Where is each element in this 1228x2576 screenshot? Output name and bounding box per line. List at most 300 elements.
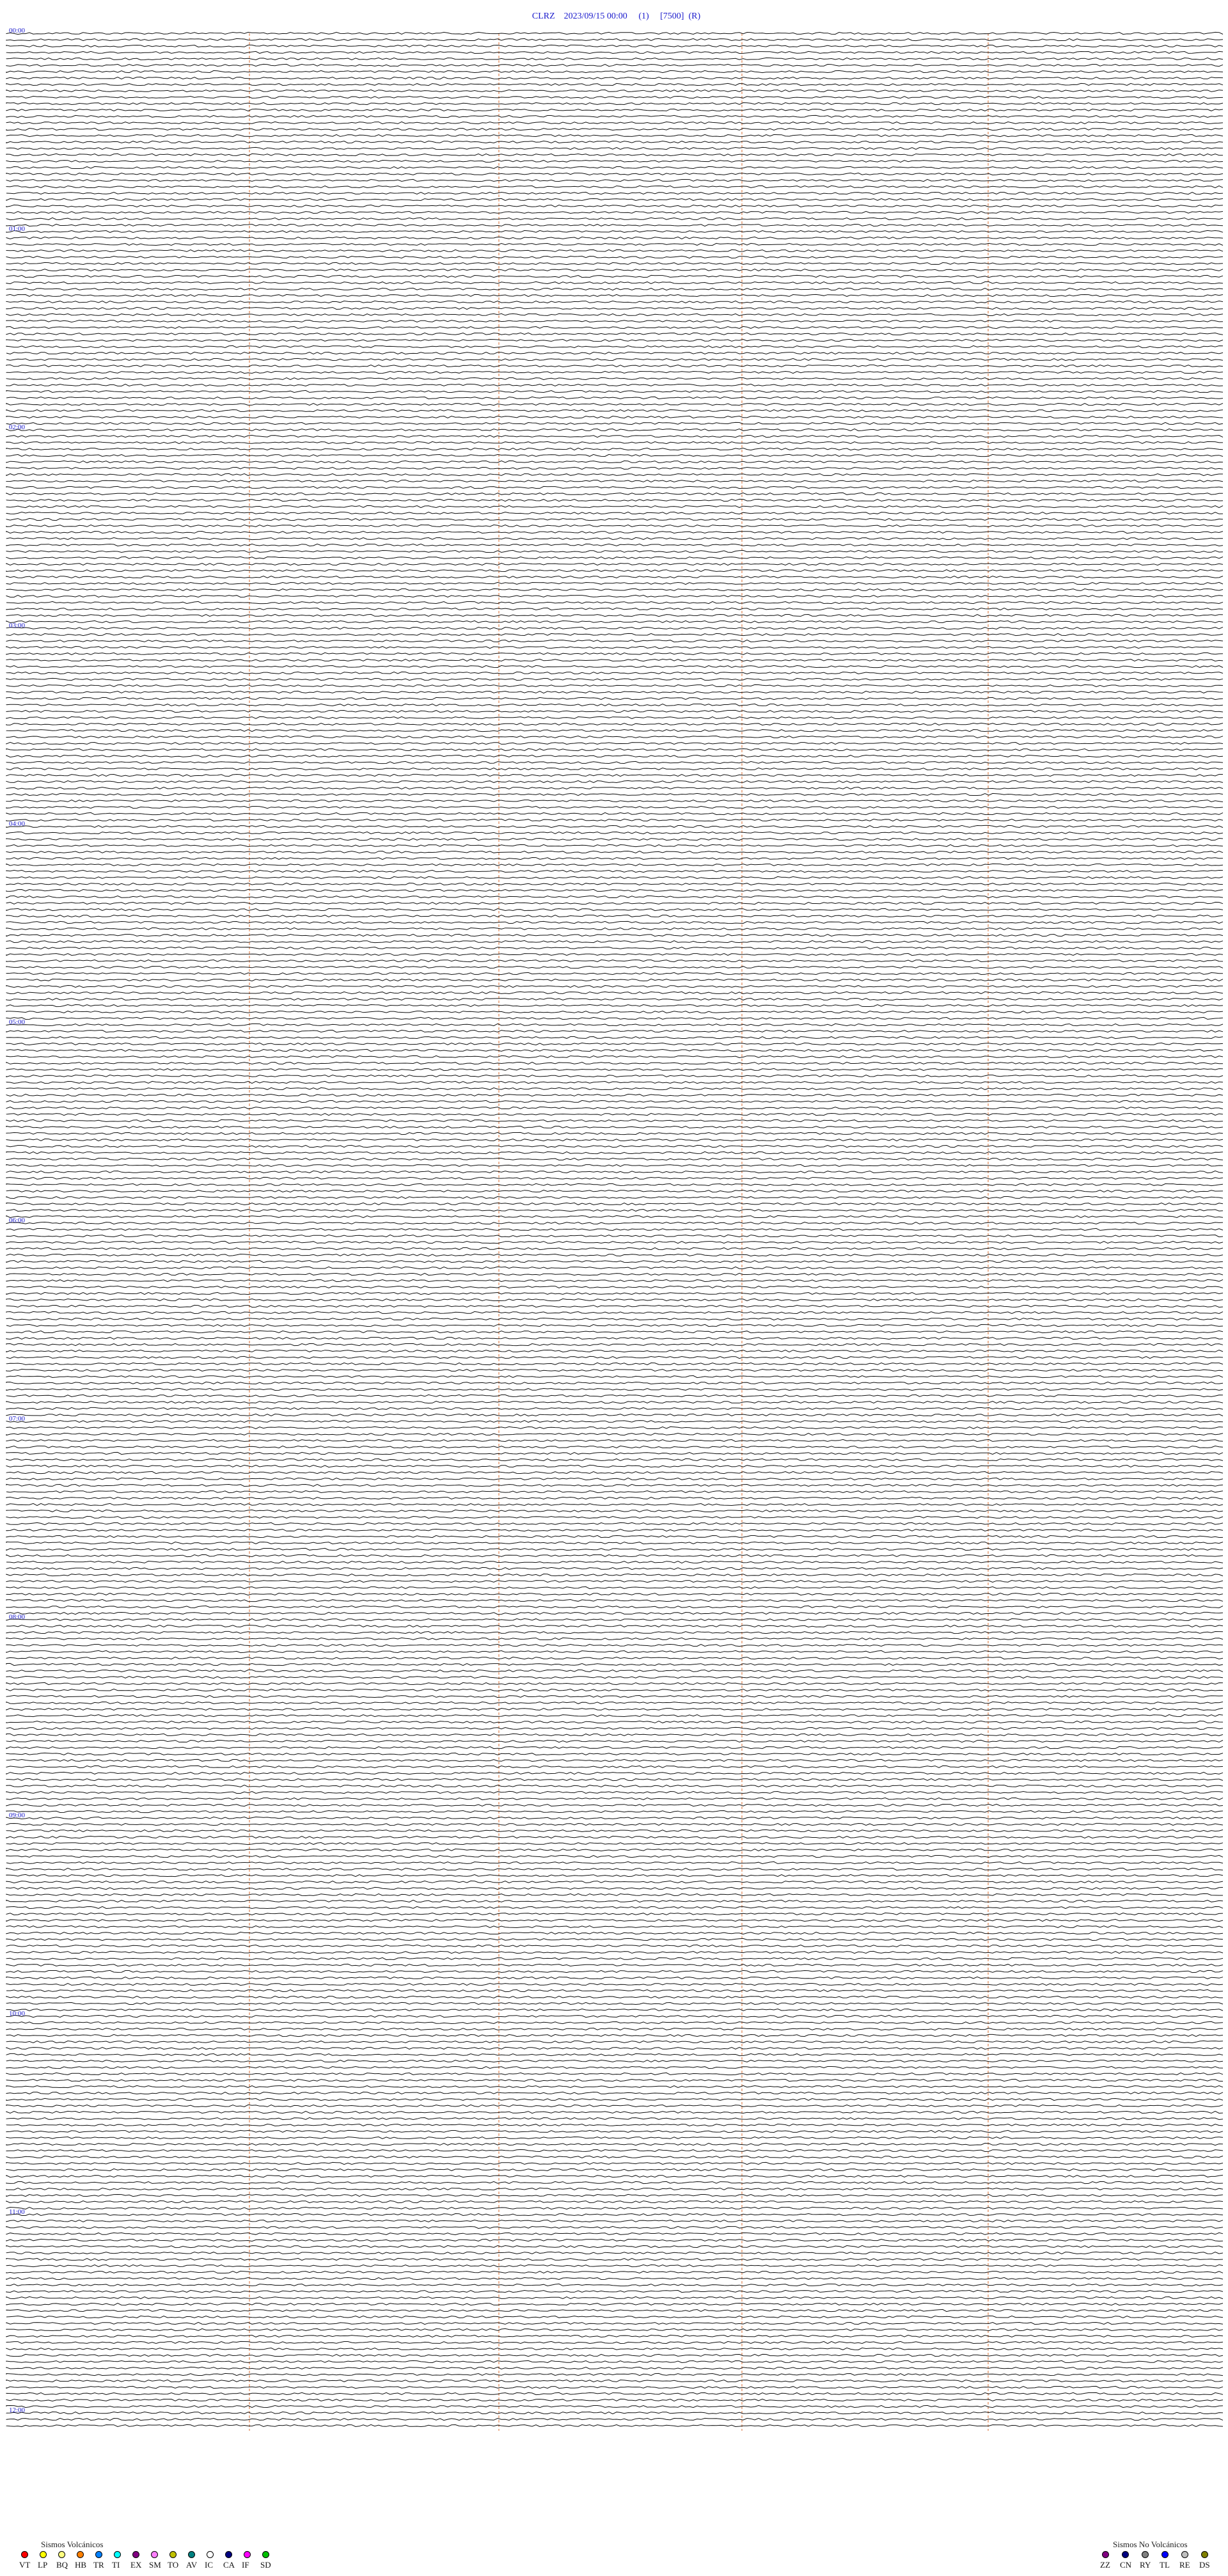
legend-symbol-hb [77, 2551, 84, 2558]
seismic-trace [6, 1471, 1223, 1473]
seismic-trace [6, 1158, 1223, 1160]
seismic-trace [6, 1561, 1223, 1563]
seismic-trace [6, 230, 1223, 232]
seismic-trace [6, 525, 1223, 526]
seismic-trace [6, 435, 1223, 437]
seismic-trace [6, 1829, 1223, 1831]
seismic-trace [6, 2296, 1223, 2298]
seismic-trace [6, 211, 1223, 213]
seismic-trace [6, 186, 1223, 187]
seismic-trace [6, 2098, 1223, 2100]
seismic-trace [6, 1759, 1223, 1761]
seismic-trace [6, 1938, 1223, 1940]
seismic-trace [6, 1785, 1223, 1787]
seismic-trace [6, 1395, 1223, 1396]
legend-symbol-tl [1161, 2551, 1169, 2558]
seismic-trace [6, 595, 1223, 597]
legend-label-tl: TL [1160, 2560, 1170, 2570]
seismic-trace [6, 742, 1223, 744]
seismic-trace [6, 1433, 1223, 1435]
seismic-trace [6, 1331, 1223, 1332]
seismic-trace [6, 1989, 1223, 1991]
seismic-trace [6, 1734, 1223, 1735]
seismic-trace [6, 2130, 1223, 2132]
legend-label-tr: TR [93, 2560, 104, 2570]
legend-symbol-ca [225, 2551, 232, 2558]
hour-label: 04:00 [9, 820, 26, 828]
legend-label-ex: EX [130, 2560, 142, 2570]
seismic-trace [6, 2348, 1223, 2350]
datetime-label: 2023/09/15 00:00 [563, 12, 627, 21]
seismic-trace [6, 1925, 1223, 1927]
seismic-trace [6, 1350, 1223, 1352]
seismic-trace [6, 128, 1223, 130]
seismic-trace [6, 870, 1223, 872]
seismic-trace [6, 1548, 1223, 1550]
seismic-trace [6, 109, 1223, 111]
seismic-trace [6, 921, 1223, 923]
seismic-trace [6, 1420, 1223, 1422]
legend-nonvolcanic-caption: Sismos No Volcánicos [1113, 2540, 1188, 2549]
seismic-trace [6, 1855, 1223, 1857]
legend-label-lp: LP [38, 2560, 48, 2570]
seismic-trace [6, 102, 1223, 104]
seismic-trace [6, 1554, 1223, 1556]
seismic-trace [6, 2392, 1223, 2394]
hour-label: 09:00 [9, 1812, 26, 1819]
seismic-trace [6, 249, 1223, 251]
legend-symbol-to [169, 2551, 177, 2558]
seismic-trace [6, 768, 1223, 770]
legend-symbol-ic [207, 2551, 214, 2558]
seismic-trace [6, 902, 1223, 904]
seismic-trace [6, 992, 1223, 993]
seismic-trace [6, 499, 1223, 501]
seismic-trace [6, 1107, 1223, 1109]
seismic-trace [6, 793, 1223, 795]
seismic-trace [6, 915, 1223, 917]
seismic-trace [6, 2335, 1223, 2337]
seismic-trace [6, 2124, 1223, 2126]
seismic-trace [6, 2060, 1223, 2062]
seismic-trace [6, 2303, 1223, 2305]
seismic-trace [6, 1023, 1223, 1025]
seismic-trace [6, 1951, 1223, 1953]
seismic-trace [6, 678, 1223, 680]
seismic-trace [6, 160, 1223, 162]
seismic-trace [6, 1113, 1223, 1115]
seismic-trace [6, 1171, 1223, 1173]
seismic-trace [6, 1055, 1223, 1057]
seismic-trace [6, 2380, 1223, 2382]
seismic-trace [6, 1612, 1223, 1614]
seismic-trace [6, 339, 1223, 341]
seismic-trace [6, 1139, 1223, 1141]
seismic-trace [6, 2181, 1223, 2183]
seismic-trace [6, 954, 1223, 956]
seismic-trace [6, 38, 1223, 40]
seismic-trace [6, 806, 1223, 808]
seismic-trace [6, 1881, 1223, 1883]
seismic-trace [6, 1766, 1223, 1767]
seismic-trace [6, 371, 1223, 373]
seismic-trace [6, 1081, 1223, 1083]
seismic-trace [6, 2309, 1223, 2311]
seismic-trace [6, 377, 1223, 379]
seismic-trace [6, 601, 1223, 603]
legend-label-re: RE [1179, 2560, 1190, 2570]
legend-symbol-ds [1201, 2551, 1208, 2558]
seismic-trace [6, 1702, 1223, 1703]
seismic-trace [6, 1695, 1223, 1697]
seismic-trace [6, 1861, 1223, 1863]
seismic-trace [6, 1318, 1223, 1320]
seismic-trace [6, 2405, 1223, 2407]
seismic-trace [6, 58, 1223, 59]
seismic-trace [6, 825, 1223, 827]
seismic-trace [6, 1753, 1223, 1755]
seismic-trace [6, 275, 1223, 277]
seismic-trace [6, 1529, 1223, 1531]
seismic-trace [6, 307, 1223, 309]
seismic-trace [6, 908, 1223, 910]
seismic-trace [6, 2207, 1223, 2209]
seismic-trace [6, 940, 1223, 942]
seismic-trace [6, 192, 1223, 194]
seismic-trace [6, 1964, 1223, 1966]
seismic-trace [6, 122, 1223, 123]
seismic-trace [6, 256, 1223, 258]
seismic-trace [6, 1798, 1223, 1799]
seismic-trace [6, 2092, 1223, 2094]
seismic-trace [6, 1183, 1223, 1185]
seismic-trace [6, 1235, 1223, 1237]
seismic-trace [6, 2009, 1223, 2011]
seismic-trace [6, 70, 1223, 72]
seismic-trace [6, 320, 1223, 322]
seismic-trace [6, 467, 1223, 469]
seismic-trace [6, 1874, 1223, 1876]
seismic-trace [6, 544, 1223, 546]
seismic-trace [6, 96, 1223, 98]
seismic-trace [6, 1893, 1223, 1895]
seismic-trace [6, 589, 1223, 590]
seismic-trace [6, 620, 1223, 622]
seismic-trace [6, 1247, 1223, 1249]
seismic-trace [6, 2328, 1223, 2330]
seismic-trace [6, 851, 1223, 853]
seismic-trace [6, 537, 1223, 539]
legend-volcanic [19, 2540, 313, 2572]
legend-symbol-bq [58, 2551, 65, 2558]
seismic-trace [6, 697, 1223, 699]
seismic-trace [6, 608, 1223, 610]
seismic-trace [6, 531, 1223, 533]
seismic-trace [6, 1369, 1223, 1371]
seismic-trace [6, 2258, 1223, 2260]
hour-label: 00:00 [9, 27, 26, 35]
seismic-trace [6, 32, 1223, 34]
seismic-trace [6, 1356, 1223, 1358]
seismic-trace [6, 2117, 1223, 2119]
seismic-trace [6, 448, 1223, 450]
seismic-trace [6, 1996, 1223, 1998]
seismic-trace [6, 1279, 1223, 1281]
seismic-trace [6, 1343, 1223, 1345]
seismic-trace [6, 1222, 1223, 1224]
seismic-trace [6, 684, 1223, 686]
seismic-trace [6, 1292, 1223, 1294]
seismic-trace [6, 429, 1223, 431]
seismic-trace [6, 1587, 1223, 1589]
seismic-trace [6, 64, 1223, 66]
legend-symbol-sm [151, 2551, 158, 2558]
hour-label: 01:00 [9, 225, 26, 233]
seismic-trace [6, 224, 1223, 226]
seismic-trace [6, 493, 1223, 494]
hour-label: 08:00 [9, 1613, 26, 1621]
hour-label: 03:00 [9, 622, 26, 629]
seismic-trace [6, 2169, 1223, 2170]
seismic-trace [6, 1126, 1223, 1128]
seismic-trace [6, 1215, 1223, 1217]
seismic-trace [6, 1970, 1223, 1972]
hour-label: 11:00 [9, 2208, 25, 2216]
seismic-trace [6, 1305, 1223, 1307]
seismic-trace [6, 205, 1223, 207]
seismic-trace [6, 2418, 1223, 2420]
seismic-trace [6, 1414, 1223, 1416]
seismic-trace [6, 1606, 1223, 1608]
seismic-trace [6, 1190, 1223, 1192]
legend-label-cn: CN [1120, 2560, 1132, 2570]
seismic-trace [6, 2220, 1223, 2222]
legend-symbol-sd [262, 2551, 269, 2558]
seismic-trace [6, 397, 1223, 399]
seismic-trace [6, 1746, 1223, 1748]
seismic-trace [6, 1388, 1223, 1390]
seismic-trace [6, 2002, 1223, 2004]
seismic-trace [6, 985, 1223, 987]
legend-symbol-tr [95, 2551, 102, 2558]
seismic-trace [6, 1062, 1223, 1064]
seismic-trace [6, 1574, 1223, 1576]
seismic-trace [6, 352, 1223, 354]
seismic-trace [6, 1618, 1223, 1620]
legend-label-ds: DS [1199, 2560, 1210, 2570]
seismic-trace [6, 576, 1223, 578]
seismic-trace [6, 473, 1223, 475]
seismic-trace [6, 787, 1223, 789]
seismic-trace [6, 716, 1223, 718]
seismic-trace [6, 1446, 1223, 1448]
seismic-trace [6, 627, 1223, 629]
seismic-trace [6, 704, 1223, 706]
seismic-trace [6, 723, 1223, 725]
seismic-trace [6, 1977, 1223, 1979]
seismic-trace [6, 1657, 1223, 1659]
seismic-trace [6, 1036, 1223, 1038]
seismic-trace [6, 1638, 1223, 1640]
seismic-trace [6, 1043, 1223, 1045]
seismic-trace [6, 1689, 1223, 1691]
seismic-trace [6, 1363, 1223, 1364]
seismic-trace [6, 90, 1223, 91]
seismic-trace [6, 1228, 1223, 1230]
seismic-trace [6, 1542, 1223, 1544]
seismic-trace [6, 800, 1223, 802]
seismic-trace [6, 141, 1223, 143]
seismic-trace [6, 2367, 1223, 2369]
legend-label-sd: SD [260, 2560, 271, 2570]
seismic-trace [6, 1286, 1223, 1288]
seismic-trace [6, 1119, 1223, 1121]
seismic-trace [6, 832, 1223, 834]
legend-symbol-if [244, 2551, 251, 2558]
seismic-trace [6, 1030, 1223, 1032]
seismic-trace [6, 876, 1223, 878]
seismic-trace [6, 1804, 1223, 1806]
seismic-trace [6, 390, 1223, 392]
seismic-trace [6, 1100, 1223, 1102]
seismic-trace [6, 2162, 1223, 2164]
seismic-trace [6, 147, 1223, 149]
seismic-trace [6, 269, 1223, 271]
seismic-trace [6, 1580, 1223, 1582]
seismic-trace [6, 2201, 1223, 2202]
legend-label-ca: CA [223, 2560, 235, 2570]
seismic-trace [6, 1516, 1223, 1518]
seismic-trace [6, 1740, 1223, 1742]
seismic-trace [6, 1490, 1223, 1492]
seismic-trace [6, 947, 1223, 949]
seismic-trace [6, 243, 1223, 245]
seismic-trace [6, 2271, 1223, 2273]
seismic-trace [6, 326, 1223, 328]
seismic-trace [6, 780, 1223, 782]
seismic-trace [6, 480, 1223, 482]
seismic-trace [6, 2316, 1223, 2318]
seismic-trace [6, 2284, 1223, 2286]
seismic-trace [6, 2322, 1223, 2324]
seismic-trace [6, 2399, 1223, 2401]
seismic-trace [6, 857, 1223, 859]
seismic-trace [6, 166, 1223, 168]
seismic-trace [6, 1522, 1223, 1524]
seismic-trace [6, 1465, 1223, 1467]
legend-volcanic-caption: Sismos Volcánicos [41, 2540, 104, 2549]
seismic-trace [6, 1196, 1223, 1198]
seismic-trace [6, 2079, 1223, 2081]
seismic-trace [6, 2226, 1223, 2228]
seismic-trace [6, 262, 1223, 264]
seismic-trace [6, 173, 1223, 175]
seismic-trace [6, 1772, 1223, 1774]
seismic-trace [6, 1817, 1223, 1819]
hour-label: 02:00 [9, 423, 26, 431]
seismic-trace [6, 1011, 1223, 1013]
seismic-trace [6, 1887, 1223, 1889]
seismic-trace [6, 972, 1223, 974]
seismic-trace [6, 1273, 1223, 1275]
seismic-trace [6, 2194, 1223, 2196]
seismic-trace [6, 154, 1223, 155]
legend-label-hb: HB [75, 2560, 87, 2570]
seismic-trace [6, 1382, 1223, 1384]
seismic-trace [6, 1299, 1223, 1300]
seismic-trace [6, 77, 1223, 79]
seismic-trace [6, 1682, 1223, 1684]
seismic-trace [6, 134, 1223, 136]
seismic-trace [6, 748, 1223, 750]
seismic-trace [6, 198, 1223, 200]
seismic-trace [6, 313, 1223, 315]
seismic-trace [6, 358, 1223, 360]
legend-symbol-cn [1122, 2551, 1129, 2558]
station-label: CLRZ [531, 12, 555, 21]
seismic-trace [6, 889, 1223, 891]
seismic-trace [6, 844, 1223, 846]
seismic-trace [6, 2213, 1223, 2215]
seismic-trace [6, 2015, 1223, 2017]
legend-symbol-vt [21, 2551, 28, 2558]
seismic-trace [6, 1452, 1223, 1454]
seismic-trace [6, 2111, 1223, 2113]
seismic-trace [6, 2232, 1223, 2234]
seismic-trace [6, 2085, 1223, 2087]
legend-symbol-zz [1102, 2551, 1109, 2558]
seismic-trace [6, 512, 1223, 514]
seismic-trace [6, 812, 1223, 814]
seismic-trace [6, 422, 1223, 424]
seismic-trace [6, 614, 1223, 616]
seismic-trace [6, 563, 1223, 565]
seismic-trace [6, 294, 1223, 296]
seismic-trace [6, 1913, 1223, 1915]
seismic-trace [6, 2143, 1223, 2145]
mode-label: (R) [688, 12, 701, 21]
seismic-trace [6, 979, 1223, 981]
seismic-trace [6, 1650, 1223, 1652]
seismic-trace [6, 755, 1223, 757]
seismic-trace [6, 1145, 1223, 1147]
seismic-trace [6, 1778, 1223, 1780]
seismic-trace [6, 2028, 1223, 2030]
legend-label-av: AV [186, 2560, 198, 2570]
seismic-trace [6, 416, 1223, 418]
seismic-trace [6, 883, 1223, 885]
seismic-trace [6, 1254, 1223, 1256]
seismic-trace [6, 217, 1223, 219]
seismic-trace [6, 640, 1223, 642]
seismic-trace [6, 665, 1223, 667]
seismic-trace [6, 1567, 1223, 1569]
seismic-trace [6, 1663, 1223, 1665]
seismic-trace [6, 2264, 1223, 2266]
seismic-trace [6, 1068, 1223, 1070]
legend-symbol-lp [40, 2551, 47, 2558]
seismic-trace [6, 1094, 1223, 1096]
seismic-trace [6, 2066, 1223, 2068]
seismic-trace [6, 1151, 1223, 1153]
seismic-trace [6, 486, 1223, 488]
seismic-trace [6, 2137, 1223, 2138]
hour-label: 06:00 [9, 1217, 26, 1224]
seismic-trace [6, 633, 1223, 635]
seismic-trace [6, 1049, 1223, 1051]
legend-symbol-re [1181, 2551, 1188, 2558]
legend-label-bq: BQ [56, 2560, 68, 2570]
